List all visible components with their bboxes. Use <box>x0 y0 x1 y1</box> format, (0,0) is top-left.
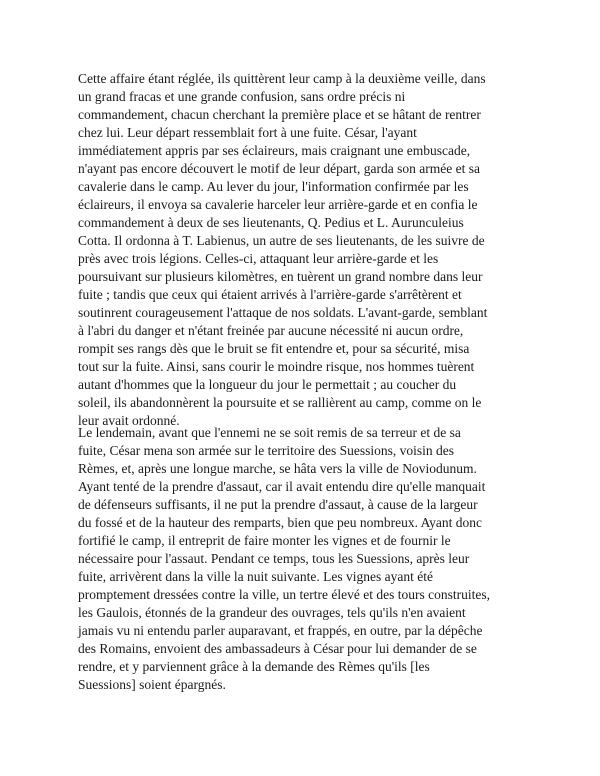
text-line: immédiatement appris par ses éclaireurs, mais craignant une embuscade, <box>78 143 471 158</box>
text-line: fuite, César mena son armée sur le territoire des Suessions, voisin des <box>78 443 455 458</box>
text-line: chez lui. Leur départ ressemblait fort à une fuite. César, l'ayant <box>78 125 417 140</box>
text-line: tout sur la fuite. Ainsi, sans courir le moindre risque, nos hommes tuèrent <box>78 359 475 374</box>
paragraph-2 <box>78 424 534 694</box>
text-line: nécessaire pour l'assaut. Pendant ce temps, tous les Suessions, après leur <box>78 551 470 566</box>
text-line: un grand fracas et une grande confusion, sans ordre précis ni <box>78 89 406 104</box>
text-line: leur avait ordonné. <box>78 413 180 428</box>
text-line: jamais vu ni entendu parler auparavant, et frappés, en outre, par la dépêche <box>78 623 483 638</box>
text-line: promptement dressées contre la ville, un tertre élevé et des tours construites, <box>78 587 490 602</box>
text-line: n'ayant pas encore découvert le motif de leur départ, garda son armée et sa <box>78 161 481 176</box>
text-line: les Gaulois, étonnés de la grandeur des ouvrages, tels qu'ils n'en avaient <box>78 605 466 620</box>
text-line: éclaireurs, il envoya sa cavalerie harceler leur arrière-garde et en confia le <box>78 197 478 212</box>
text-line: des Romains, envoient des ambassadeurs à César pour lui demander de se <box>78 641 477 656</box>
text-line: fuite ; tandis que ceux qui étaient arrivés à l'arrière-garde s'arrêtèrent et <box>78 287 462 302</box>
text-line: fortifié le camp, il entreprit de faire monter les vignes et de fournir le <box>78 533 451 548</box>
text-line: commandement, chacun cherchant la première place et se hâtant de rentrer <box>78 107 481 122</box>
text-line: rendre, et y parviennent grâce à la demande des Rèmes qu'ils [les <box>78 659 430 674</box>
text-line: autant d'hommes que la longueur du jour le permettait ; au coucher du <box>78 377 457 392</box>
text-line: à l'abri du danger et n'étant freinée par aucune nécessité ni aucun ordre, <box>78 323 464 338</box>
text-line: de défenseurs suffisants, il ne put la prendre d'assaut, à cause de la largeur <box>78 497 478 512</box>
text-line: commandement à deux de ses lieutenants, Q. Pedius et L. Aurunculeius <box>78 215 464 230</box>
paragraph-1 <box>78 70 534 430</box>
text-line: Le lendemain, avant que l'ennemi ne se soit remis de sa terreur et de sa <box>78 425 461 440</box>
text-line: rompit ses rangs dès que le bruit se fit entendre et, pour sa sécurité, misa <box>78 341 470 356</box>
text-line: soleil, ils abandonnèrent la poursuite et se rallièrent au camp, comme on le <box>78 395 482 410</box>
text-line: près avec trois légions. Celles-ci, attaquant leur arrière-garde et les <box>78 251 439 266</box>
text-line: soutinrent courageusement l'attaque de nos soldats. L'avant-garde, semblant <box>78 305 488 320</box>
text-line: cavalerie dans le camp. Au lever du jour, l'information confirmée par les <box>78 179 469 194</box>
text-line: Ayant tenté de la prendre d'assaut, car il avait entendu dire qu'elle manquait <box>78 479 486 494</box>
text-line: Cette affaire étant réglée, ils quittèrent leur camp à la deuxième veille, dans <box>78 71 486 86</box>
text-line: Rèmes, et, après une longue marche, se hâta vers la ville de Noviodunum. <box>78 461 477 476</box>
text-line: Suessions] soient épargnés. <box>78 677 226 692</box>
text-line: fuite, arrivèrent dans la ville la nuit suivante. Les vignes ayant été <box>78 569 434 584</box>
text-line: du fossé et de la hauteur des remparts, bien que peu nombreux. Ayant donc <box>78 515 483 530</box>
text-line: poursuivant sur plusieurs kilomètres, en tuèrent un grand nombre dans leur <box>78 269 483 284</box>
text-line: Cotta. Il ordonna à T. Labienus, un autre de ses lieutenants, de les suivre de <box>78 233 485 248</box>
